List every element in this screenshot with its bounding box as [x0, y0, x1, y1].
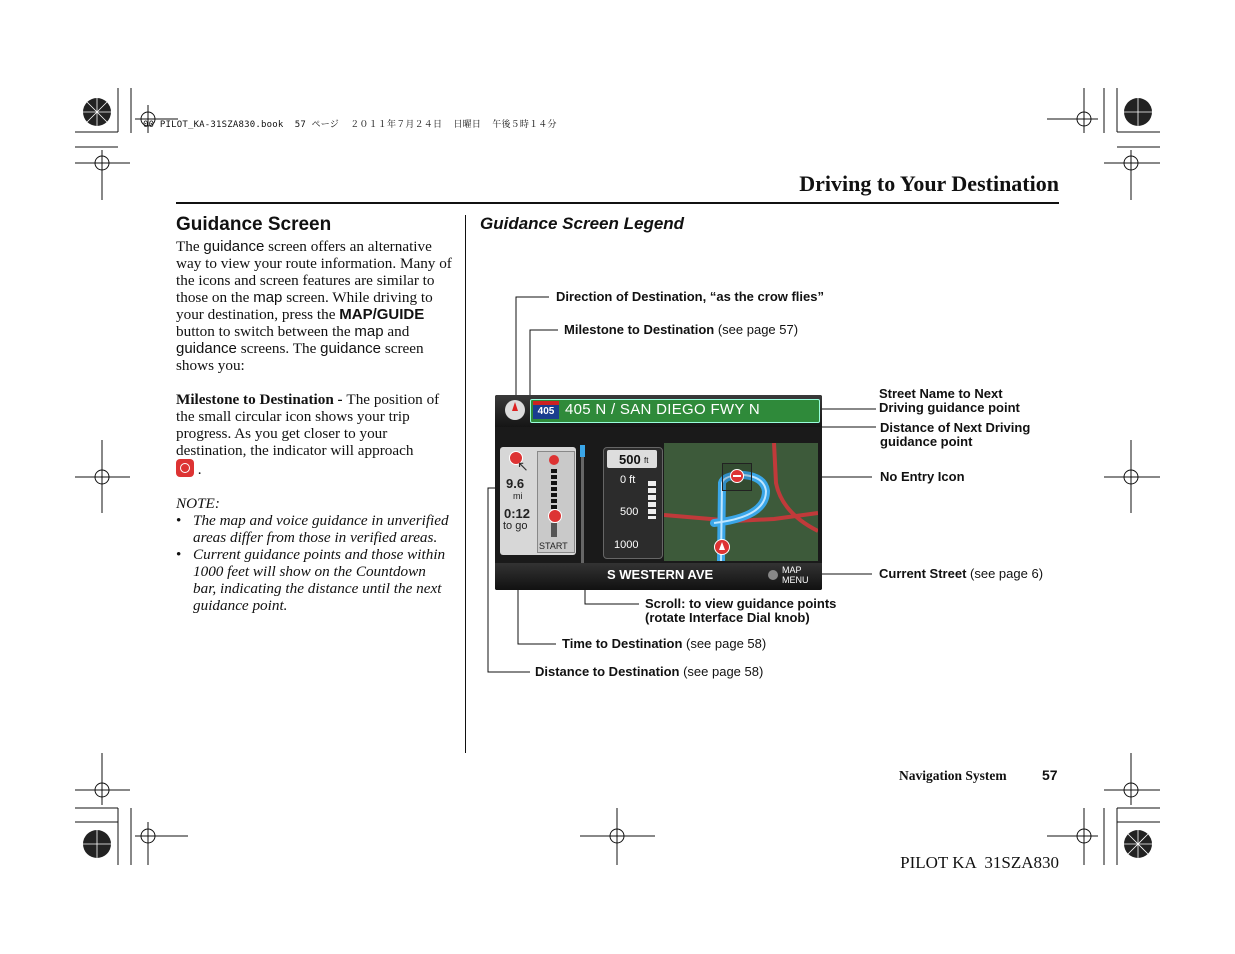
label-distance-plain: (see page 58): [679, 664, 764, 679]
next-distance-value: 500: [619, 452, 641, 467]
label-milestone-bold: Milestone to Destination: [564, 322, 715, 337]
distance-unit: mi: [513, 491, 523, 501]
para-segment: The: [176, 238, 204, 255]
label-distance-bold: Distance to Destination: [535, 664, 680, 679]
note-heading: NOTE:: [176, 495, 220, 512]
pointer-arrow-icon: ↖: [517, 460, 529, 475]
label-no-entry: No Entry Icon: [880, 469, 965, 484]
label-current-street: [879, 567, 1043, 581]
map-menu-line: MAP: [782, 565, 802, 575]
print-header: 00 PILOT_KA-31SZA830.book 57 ページ ２０１１年７月２４日 日曜日 午後５時１４分: [143, 120, 557, 130]
page-title: Driving to Your Destination: [799, 171, 1059, 196]
note-item: • Current guidance points and those within 1000 feet will show on the Countdown bar, indicating the distance until the next guidance point.: [176, 546, 446, 614]
label-time-destination: [562, 637, 766, 651]
label-current-street-plain: (see page 6): [966, 566, 1044, 581]
label-milestone-plain: (see page 57): [714, 322, 799, 337]
countdown-bar: [648, 481, 656, 519]
time-value: 0:12: [504, 506, 531, 521]
milestone-position-icon: [548, 509, 562, 523]
to-go-label: to go: [503, 520, 528, 532]
countdown-tick: 1000: [614, 539, 639, 551]
countdown-tick: 0 ft: [620, 474, 636, 486]
footer-section: Navigation System: [899, 768, 1007, 783]
para-segment: guidance: [320, 340, 382, 357]
milestone-destination-icon: [549, 455, 559, 465]
section-heading: Guidance Screen: [176, 214, 332, 235]
street-banner-text: 405 N / SAN DIEGO FWY N: [565, 401, 761, 418]
para-segment: screens. The: [236, 340, 321, 357]
legend-heading: Guidance Screen Legend: [480, 214, 685, 233]
vehicle-position-icon: [714, 539, 730, 555]
label-direction: [556, 290, 824, 304]
para-segment: map: [354, 323, 384, 340]
current-street-text: S WESTERN AVE: [607, 567, 714, 582]
scroll-bar[interactable]: [581, 445, 584, 581]
interstate-shield-icon: 405: [533, 401, 559, 419]
next-distance-unit: ft: [644, 456, 649, 465]
note-item: • The map and voice guidance in unverified areas differ from those in verified areas.: [176, 512, 449, 546]
map-menu-line: MENU: [782, 575, 809, 585]
label-direction-bold: Direction of Destination, “as the crow flies”: [556, 289, 824, 304]
scroll-thumb[interactable]: [580, 445, 585, 457]
countdown-tick: 500: [620, 506, 639, 518]
label-current-street-bold: Current Street: [879, 566, 967, 581]
para-segment: screen. While driving to your destination, press the: [176, 289, 433, 323]
label-line: (rotate Interface Dial knob): [645, 610, 810, 625]
milestone-end: .: [197, 461, 202, 478]
label-milestone: [564, 323, 798, 337]
no-entry-icon: [730, 469, 744, 483]
para-segment: MAP/GUIDE: [339, 306, 425, 323]
para-segment: guidance: [203, 238, 265, 255]
note-text: Current guidance points and those within 1000 feet will show on the Countdown bar, indicating the distance until the next guidance point.: [193, 546, 446, 614]
milestone-term: Milestone to Destination -: [176, 391, 347, 408]
label-line: Driving guidance point: [879, 400, 1020, 415]
label-line: Distance of Next Driving: [880, 420, 1031, 435]
label-street-next: [879, 387, 1020, 415]
label-line: guidance point: [880, 434, 973, 449]
para-segment: screen shows you:: [176, 340, 424, 374]
para-segment: screen offers an alternative way to view your route information. Many of the icons and screen features are similar to those on the: [176, 238, 452, 306]
map-roads: [664, 443, 818, 561]
milestone-track: [551, 523, 557, 537]
milestone-text: The position of the small circular icon shows your trip progress. As you get closer to your destination, the indicator will approach: [176, 391, 440, 459]
distance-value: 9.6: [506, 476, 525, 491]
para-segment: map: [253, 289, 283, 306]
compass-icon[interactable]: [505, 400, 525, 420]
label-distance-destination: [535, 665, 763, 679]
label-distance-next: [880, 421, 1030, 449]
para-segment: guidance: [176, 340, 237, 357]
para-segment: and: [383, 323, 410, 340]
label-scroll: [645, 597, 836, 625]
start-label: START: [539, 541, 568, 551]
label-line: Street Name to Next: [879, 386, 1003, 401]
label-time-bold: Time to Destination: [562, 636, 683, 651]
label-time-plain: (see page 58): [682, 636, 767, 651]
guidance-screen: [495, 395, 822, 590]
map-menu-button[interactable]: [782, 565, 809, 585]
para-segment: button to switch between the: [176, 323, 355, 340]
page-number: 57: [1042, 767, 1058, 783]
label-line: Scroll: to view guidance points: [645, 596, 837, 611]
map-area: [664, 443, 818, 561]
note-text: The map and voice guidance in unverified areas differ from those in verified areas.: [193, 512, 449, 546]
model-code: PILOT KA 31SZA830: [900, 853, 1059, 872]
knob-icon: [768, 570, 778, 580]
